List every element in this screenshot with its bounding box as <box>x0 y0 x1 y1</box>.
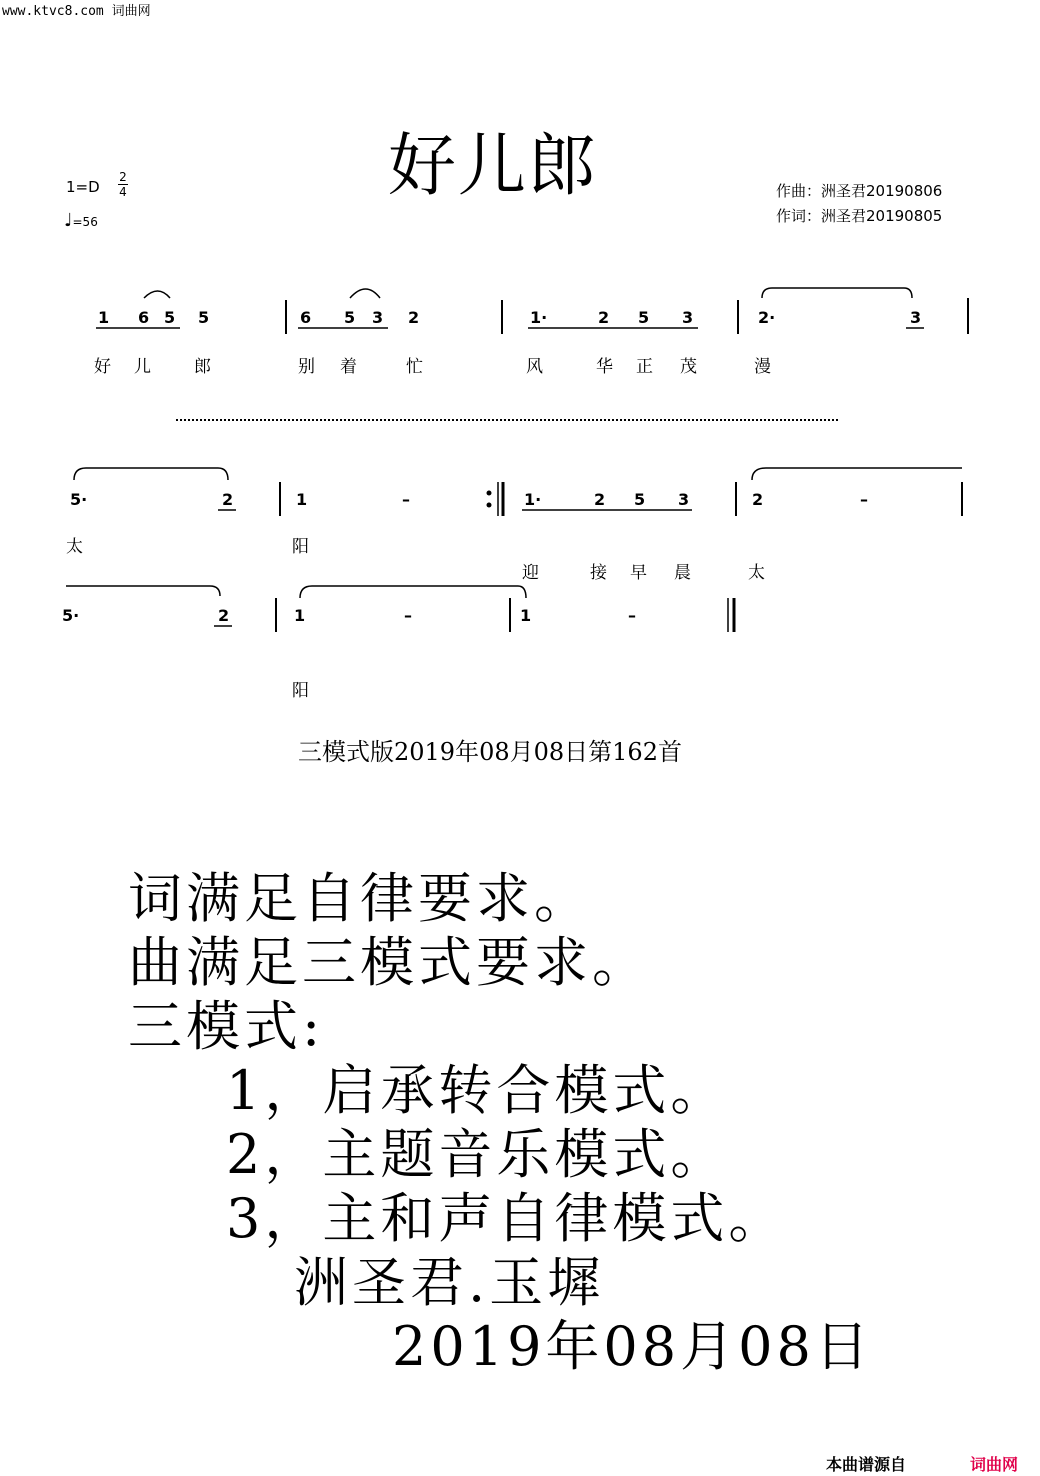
note-item-2: 2，主题音乐模式。 <box>226 1123 729 1186</box>
lyric: 茂 <box>680 357 697 377</box>
note: 1 <box>98 308 110 327</box>
note: 2 <box>222 490 234 509</box>
lyric: 接 <box>590 563 607 583</box>
composer-credit: 作曲：洲圣君20190806 <box>776 182 943 200</box>
lyric: 太 <box>66 537 83 557</box>
note: 3 <box>682 308 694 327</box>
lyric: 儿 <box>134 357 151 377</box>
note: 5 <box>638 308 650 327</box>
note: 5 <box>344 308 356 327</box>
note: 2 <box>408 308 420 327</box>
lyric: 正 <box>636 357 653 377</box>
note: 6 <box>300 308 312 327</box>
note-line-3: 三模式: <box>128 995 325 1058</box>
note: 5 <box>198 308 210 327</box>
note: 1 <box>294 606 306 625</box>
lyricist-credit: 作词：洲圣君20190805 <box>776 207 943 225</box>
lyric: 阳 <box>292 537 309 557</box>
edition-line: 三模式版2019年08月08日第162首 <box>298 738 682 766</box>
note-item-3: 3，主和声自律模式。 <box>226 1187 787 1250</box>
note-line-1: 词满足自律要求。 <box>128 867 592 930</box>
lyric: 好 <box>94 357 111 377</box>
note: 5· <box>62 606 80 625</box>
note: 1 <box>296 490 308 509</box>
lyric: 别 <box>298 357 315 377</box>
lyric: 晨 <box>674 563 691 583</box>
note: 2 <box>218 606 230 625</box>
note-line-2: 曲满足三模式要求。 <box>128 931 650 994</box>
note: 6 <box>138 308 150 327</box>
note: – <box>628 606 636 625</box>
note-date: 2019年08月08日 <box>392 1315 873 1378</box>
lyric: 阳 <box>292 681 309 701</box>
note: 2 <box>598 308 610 327</box>
meter-top: 2 <box>119 170 127 184</box>
quarter-note-icon: ♩ <box>64 210 73 231</box>
meter-bottom: 4 <box>119 185 127 199</box>
note: – <box>404 606 412 625</box>
note-author: 洲圣君.玉墀 <box>294 1251 606 1314</box>
lyric: 漫 <box>754 357 771 377</box>
lyric: 太 <box>748 563 765 583</box>
note-item-1: 1，启承转合模式。 <box>226 1059 729 1122</box>
note: 5 <box>634 490 646 509</box>
note: 5· <box>70 490 88 509</box>
note: 5 <box>164 308 176 327</box>
lyric: 迎 <box>522 563 539 583</box>
lyric: 早 <box>630 563 647 583</box>
lyric: 郎 <box>194 357 211 377</box>
note: 2 <box>594 490 606 509</box>
note: 1· <box>530 308 548 327</box>
note: 3 <box>372 308 384 327</box>
lyric: 华 <box>596 357 613 377</box>
note: 2· <box>758 308 776 327</box>
note: – <box>402 490 410 509</box>
note: 3 <box>910 308 922 327</box>
note: 1 <box>520 606 532 625</box>
key-signature: 1=D <box>66 178 100 196</box>
tempo-marking: ♩=56 <box>64 210 98 231</box>
note: – <box>860 490 868 509</box>
watermark: www.ktvc8.com 词曲网 <box>2 4 151 19</box>
lyric: 忙 <box>406 357 423 377</box>
note: 3 <box>678 490 690 509</box>
lyric: 着 <box>340 357 357 377</box>
source-label: 本曲谱源自 <box>826 1455 907 1474</box>
song-title: 好儿郎 <box>388 127 599 206</box>
site-logo[interactable]: 词曲网 <box>970 1455 1019 1474</box>
note: 1· <box>524 490 542 509</box>
note: 2 <box>752 490 764 509</box>
lyric: 风 <box>526 357 543 377</box>
